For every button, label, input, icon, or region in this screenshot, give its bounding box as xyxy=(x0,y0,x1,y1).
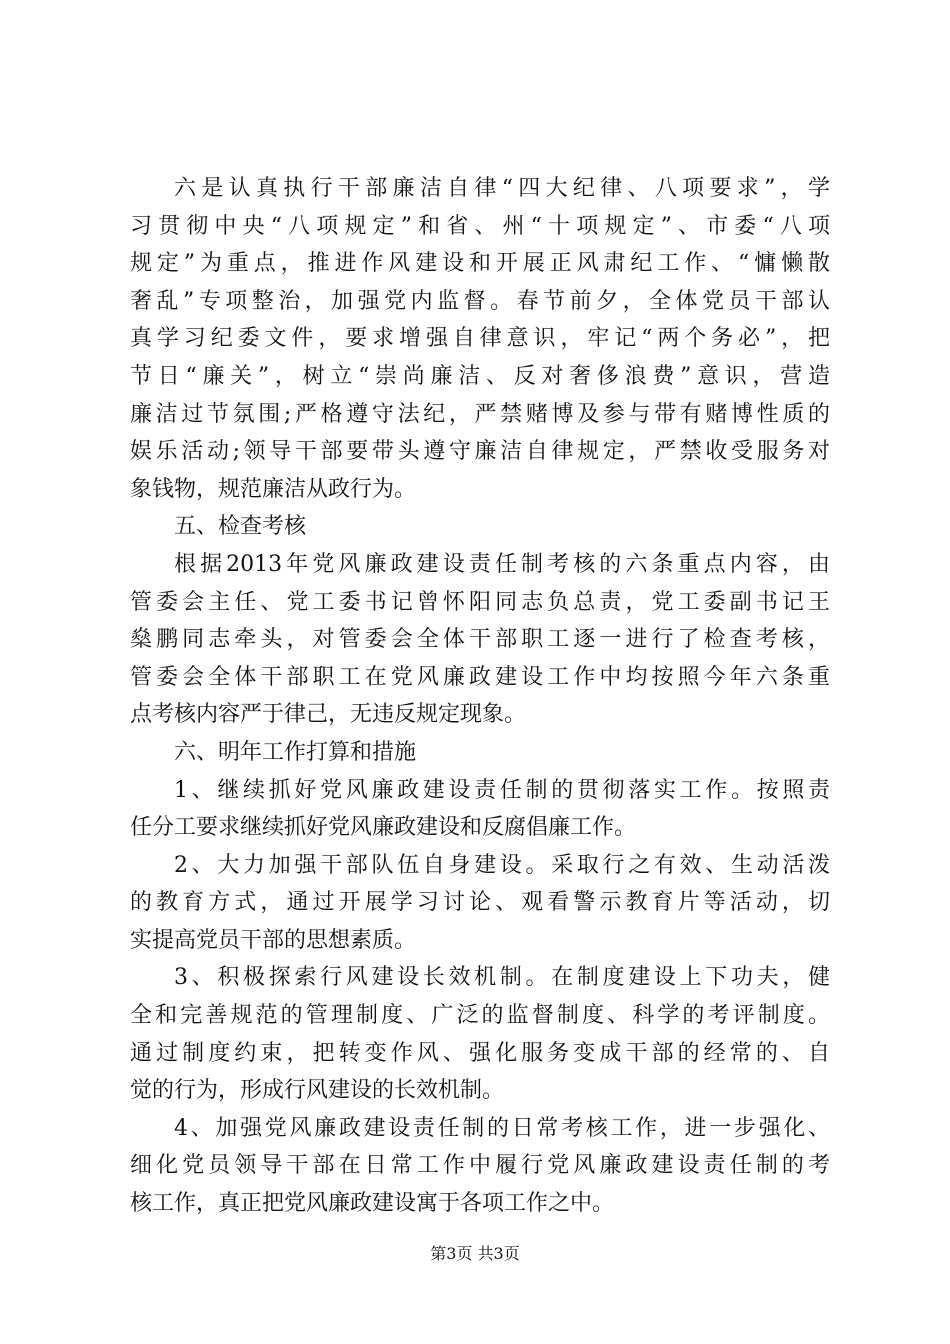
text-line: 象钱物，规范廉洁从政行为。 xyxy=(130,476,417,502)
text-line: 燊鹏同志牵头，对管委会全体干部职工逐一进行了检查考核， xyxy=(130,627,830,653)
text-line: 2、大力加强干部队伍自身建设。采取行之有效、生动活泼 xyxy=(174,852,830,878)
text-line: 管委会全体干部职工在党风廉政建设工作中均按照今年六条重 xyxy=(130,664,830,690)
text-line: 习贯彻中央“八项规定”和省、州“十项规定”、市委“八项 xyxy=(130,213,830,239)
text-line: 全和完善规范的管理制度、广泛的监督制度、科学的考评制度。 xyxy=(130,1003,830,1029)
text-line: 任分工要求继续抓好党风廉政建设和反腐倡廉工作。 xyxy=(130,815,637,841)
text-line: 的教育方式，通过开展学习讨论、观看警示教育片等活动，切 xyxy=(130,890,830,916)
page-footer: 第3页 共3页 xyxy=(430,1244,520,1263)
text-line: 通过制度约束，把转变作风、强化服务变成干部的经常的、自 xyxy=(130,1040,830,1066)
text-line: 规定”为重点，推进作风建设和开展正风肃纪工作、“慵懒散 xyxy=(130,251,830,277)
text-line: 节日“廉关”，树立“崇尚廉洁、反对奢侈浪费”意识，营造 xyxy=(130,363,830,389)
text-line: 真学习纪委文件，要求增强自律意识，牢记“两个务必”，把 xyxy=(130,326,830,352)
text-line: 4、加强党风廉政建设责任制的日常考核工作，进一步强化、 xyxy=(174,1115,830,1141)
text-line: 娱乐活动;领导干部要带头遵守廉洁自律规定，严禁收受服务对 xyxy=(130,439,830,465)
text-line: 管委会主任、党工委书记曾怀阳同志负总责，党工委副书记王 xyxy=(130,589,830,615)
text-line: 点考核内容严于律己，无违反规定现象。 xyxy=(130,702,527,728)
text-line: 细化党员领导干部在日常工作中履行党风廉政建设责任制的考 xyxy=(130,1153,830,1179)
text-line: 3、积极探索行风建设长效机制。在制度建设上下功夫，健 xyxy=(174,965,830,991)
text-line: 五、检查考核 xyxy=(174,514,307,540)
text-line: 六、明年工作打算和措施 xyxy=(174,739,417,765)
text-line: 六是认真执行干部廉洁自律“四大纪律、八项要求”，学 xyxy=(174,176,830,201)
text-line: 根据2013年党风廉政建设责任制考核的六条重点内容，由 xyxy=(174,551,830,577)
text-line: 1、继续抓好党风廉政建设责任制的贯彻落实工作。按照责 xyxy=(174,777,830,803)
text-line: 实提高党员干部的思想素质。 xyxy=(130,927,417,953)
text-line: 奢乱”专项整治，加强党内监督。春节前夕，全体党员干部认 xyxy=(130,288,830,314)
text-line: 觉的行为，形成行风建设的长效机制。 xyxy=(130,1078,505,1104)
text-line: 廉洁过节氛围;严格遵守法纪，严禁赌博及参与带有赌博性质的 xyxy=(130,401,830,427)
text-line: 核工作，真正把党风廉政建设寓于各项工作之中。 xyxy=(130,1191,615,1217)
document-body xyxy=(130,170,830,1223)
